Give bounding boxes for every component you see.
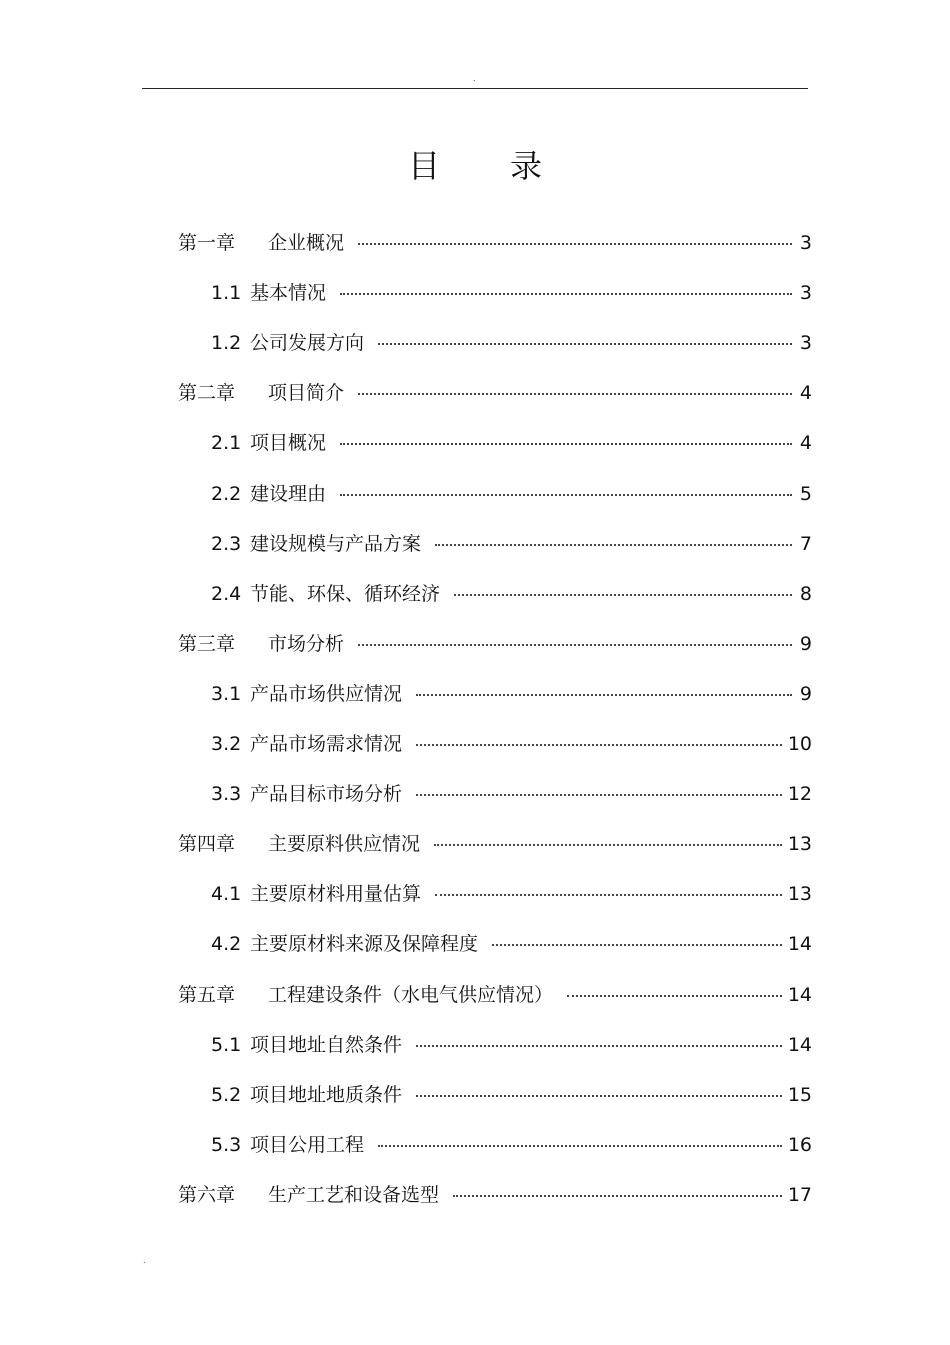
toc-section-entry[interactable] xyxy=(211,679,812,705)
toc-chapter-entry[interactable] xyxy=(178,829,812,855)
toc-dot-leader xyxy=(435,544,792,546)
toc-page-number: 17 xyxy=(787,1184,812,1206)
toc-entry-title: 建设理由 xyxy=(250,483,327,505)
toc-entry-title: 项目公用工程 xyxy=(250,1134,365,1156)
toc-entry-number: 5.1 xyxy=(211,1034,242,1056)
toc-entry-number: 3.2 xyxy=(211,733,242,755)
toc-entry-title: 主要原材料用量估算 xyxy=(250,883,422,905)
toc-dot-leader xyxy=(416,1095,782,1097)
toc-section-entry[interactable] xyxy=(211,278,812,304)
toc-section-entry[interactable] xyxy=(211,879,812,905)
toc-entry-title: 产品目标市场分析 xyxy=(250,783,403,805)
toc-dot-leader xyxy=(378,343,792,345)
toc-entry-number: 1.1 xyxy=(211,282,242,304)
toc-page-number: 13 xyxy=(787,833,812,855)
toc-entry-number: 第一章 xyxy=(178,232,236,254)
toc-section-entry[interactable] xyxy=(211,1130,812,1156)
toc-entry-number: 2.4 xyxy=(211,583,242,605)
toc-page-number: 4 xyxy=(799,432,812,454)
toc-page-number: 3 xyxy=(799,232,812,254)
toc-page-number: 4 xyxy=(799,382,812,404)
toc-page-number: 16 xyxy=(787,1134,812,1156)
toc-dot-leader xyxy=(378,1145,782,1147)
toc-entry-title: 市场分析 xyxy=(268,633,345,655)
toc-page-number: 13 xyxy=(787,883,812,905)
toc-page-number: 14 xyxy=(787,933,812,955)
toc-dot-leader xyxy=(454,594,792,596)
toc-page-number: 15 xyxy=(787,1084,812,1106)
toc-section-entry[interactable] xyxy=(211,1080,812,1106)
header-dot: . xyxy=(473,74,476,83)
toc-dot-leader xyxy=(416,744,782,746)
toc-entry-title: 产品市场供应情况 xyxy=(250,683,403,705)
toc-entry-number: 2.2 xyxy=(211,483,242,505)
toc-dot-leader xyxy=(434,844,782,846)
toc-entry-title: 工程建设条件（水电气供应情况） xyxy=(268,984,554,1006)
toc-entry-title: 建设规模与产品方案 xyxy=(250,533,422,555)
toc-entry-title: 产品市场需求情况 xyxy=(250,733,403,755)
toc-dot-leader xyxy=(340,494,792,496)
toc-dot-leader xyxy=(340,443,792,445)
toc-entry-title: 项目概况 xyxy=(250,432,327,454)
toc-dot-leader xyxy=(340,293,792,295)
toc-entry-number: 5.3 xyxy=(211,1134,242,1156)
toc-dot-leader xyxy=(358,243,792,245)
toc-chapter-entry[interactable] xyxy=(178,228,812,254)
toc-entry-title: 公司发展方向 xyxy=(250,332,365,354)
toc-section-entry[interactable] xyxy=(211,579,812,605)
toc-dot-leader xyxy=(453,1195,782,1197)
toc-chapter-entry[interactable] xyxy=(178,1180,812,1206)
toc-dot-leader xyxy=(358,393,792,395)
toc-page-number: 5 xyxy=(799,483,812,505)
toc-entry-number: 4.2 xyxy=(211,933,242,955)
toc-page-number: 8 xyxy=(799,583,812,605)
toc-entry-title: 项目地址地质条件 xyxy=(250,1084,403,1106)
toc-page-number: 10 xyxy=(787,733,812,755)
toc-dot-leader xyxy=(416,794,782,796)
toc-page-number: 12 xyxy=(787,783,812,805)
toc-chapter-entry[interactable] xyxy=(178,629,812,655)
toc-page-number: 3 xyxy=(799,332,812,354)
toc-dot-leader xyxy=(416,1045,782,1047)
toc-entry-number: 3.3 xyxy=(211,783,242,805)
toc-entry-title: 主要原料供应情况 xyxy=(268,833,421,855)
toc-entry-title: 项目地址自然条件 xyxy=(250,1034,403,1056)
toc-entry-number: 5.2 xyxy=(211,1084,242,1106)
toc-page-number: 7 xyxy=(799,533,812,555)
toc-entry-number: 第五章 xyxy=(178,984,236,1006)
toc-entry-number: 4.1 xyxy=(211,883,242,905)
toc-entry-title: 主要原材料来源及保障程度 xyxy=(250,933,479,955)
toc-entry-number: 2.3 xyxy=(211,533,242,555)
toc-entry-number: 第三章 xyxy=(178,633,236,655)
toc-entry-title: 节能、环保、循环经济 xyxy=(250,583,441,605)
toc-entry-title: 基本情况 xyxy=(250,282,327,304)
toc-page-number: 14 xyxy=(787,1034,812,1056)
header-rule xyxy=(142,88,808,89)
toc-dot-leader xyxy=(567,995,782,997)
toc-entry-title: 企业概况 xyxy=(268,232,345,254)
toc-section-entry[interactable] xyxy=(211,328,812,354)
toc-entry-title: 生产工艺和设备选型 xyxy=(268,1184,440,1206)
toc-section-entry[interactable] xyxy=(211,428,812,454)
toc-section-entry[interactable] xyxy=(211,479,812,505)
toc-section-entry[interactable] xyxy=(211,1030,812,1056)
page-title: 目录 xyxy=(407,147,612,186)
toc-chapter-entry[interactable] xyxy=(178,378,812,404)
toc-entry-title: 项目简介 xyxy=(268,382,345,404)
toc-page-number: 3 xyxy=(799,282,812,304)
footer-dot: . xyxy=(143,1256,146,1265)
toc-section-entry[interactable] xyxy=(211,929,812,955)
toc-page-number: 9 xyxy=(799,633,812,655)
toc-dot-leader xyxy=(492,944,782,946)
toc-chapter-entry[interactable] xyxy=(178,980,812,1006)
toc-dot-leader xyxy=(416,694,792,696)
toc-dot-leader xyxy=(358,644,792,646)
toc-entry-number: 1.2 xyxy=(211,332,242,354)
toc-dot-leader xyxy=(435,894,782,896)
toc-entry-number: 2.1 xyxy=(211,432,242,454)
toc-page-number: 14 xyxy=(787,984,812,1006)
toc-page-number: 9 xyxy=(799,683,812,705)
toc-entry-number: 3.1 xyxy=(211,683,242,705)
toc-section-entry[interactable] xyxy=(211,779,812,805)
toc-section-entry[interactable] xyxy=(211,729,812,755)
toc-entry-number: 第六章 xyxy=(178,1184,236,1206)
toc-section-entry[interactable] xyxy=(211,529,812,555)
toc-entry-number: 第四章 xyxy=(178,833,236,855)
toc-entry-number: 第二章 xyxy=(178,382,236,404)
